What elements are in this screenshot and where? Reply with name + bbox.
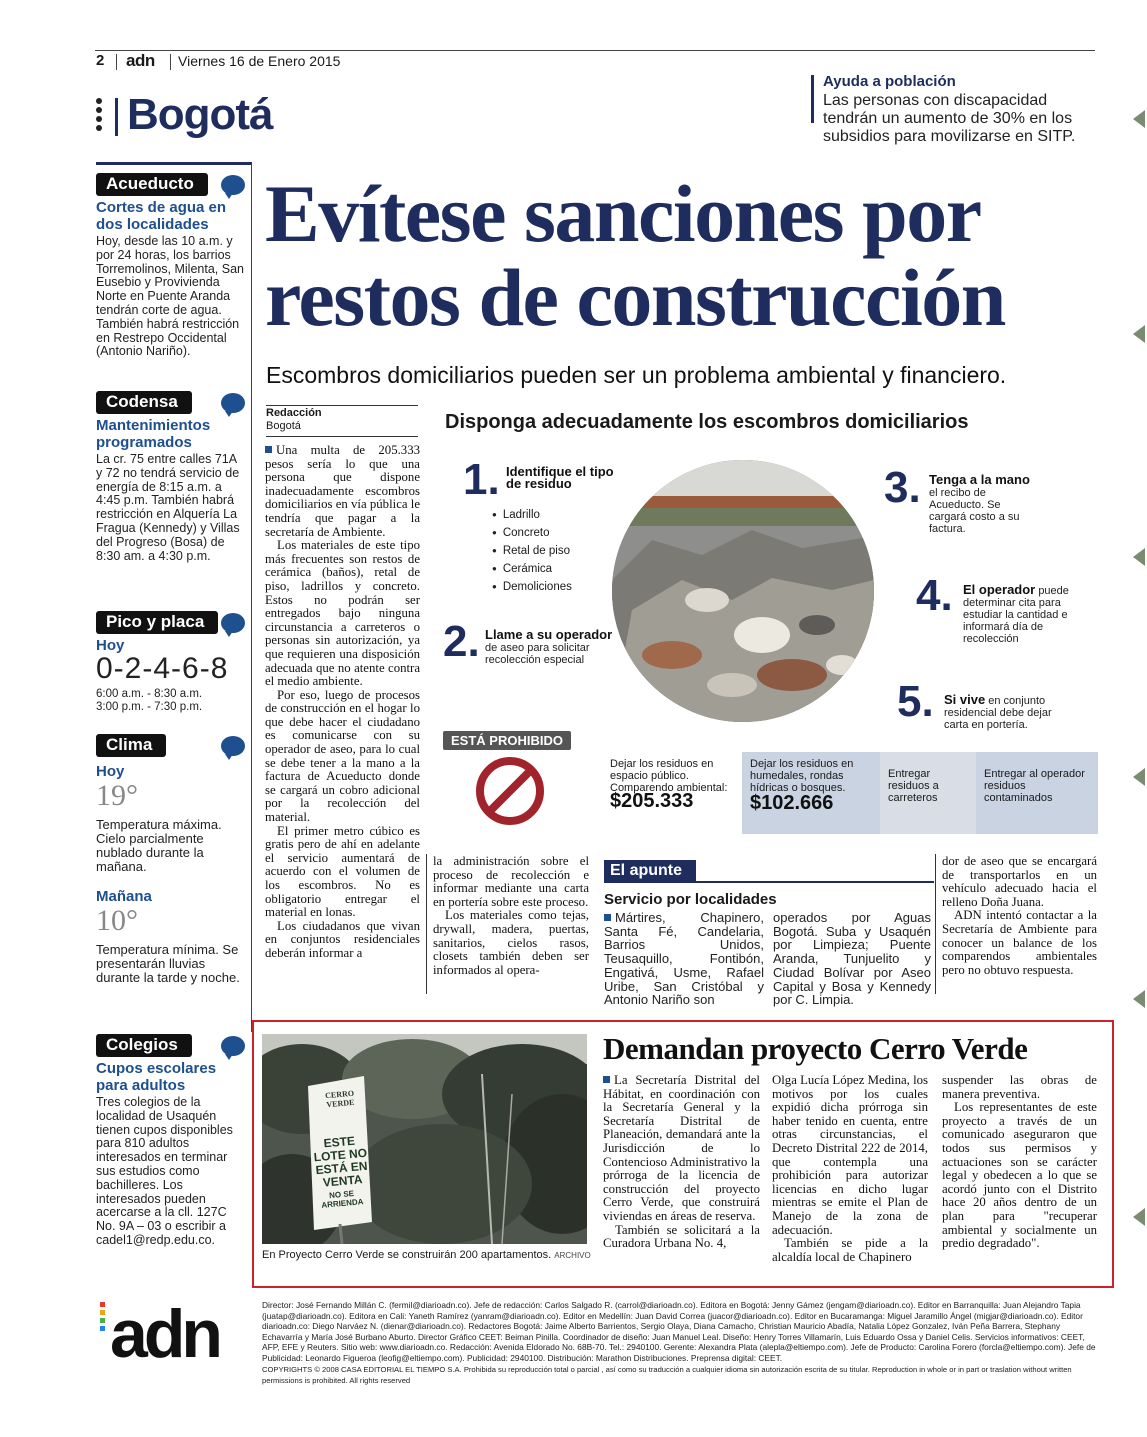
material-item: ● Concreto — [492, 524, 572, 542]
bullet-square-icon — [603, 1076, 610, 1083]
paragraph: la administración sobre el proceso de recolección e informar mediante una carta en portería sobre este proceso. — [433, 854, 589, 909]
fine-text: Entregar residuos a carreteros — [888, 768, 939, 804]
main-headline — [265, 168, 1105, 343]
paragraph: Los ciudadanos que vivan en conjuntos residenciales deberán informar a — [265, 918, 420, 960]
step-text: en conjunto residencial debe dejar carta en portería. — [944, 695, 1052, 731]
step-2 — [485, 629, 615, 666]
sidebar-codensa — [96, 391, 246, 563]
column-rule — [426, 854, 427, 994]
sidebar-label: Pico y placa — [96, 611, 218, 634]
binder-notch — [1133, 110, 1145, 128]
fine-box-3 — [880, 752, 976, 834]
step-number: 3. — [884, 463, 921, 512]
step-number: 1. — [463, 455, 500, 504]
byline-name: Redacción — [266, 407, 322, 419]
pico-hours-2: 3:00 p.m. - 7:30 p.m. — [96, 701, 203, 713]
sidebar-heading: Mantenimientos programados — [96, 417, 211, 451]
main-column-1 — [265, 444, 420, 961]
speech-bubble-icon — [221, 1036, 245, 1056]
pico-hours-1: 6:00 a.m. - 8:30 a.m. — [96, 688, 203, 700]
plate-numbers: 0-2-4-6-8 — [96, 652, 229, 685]
header-separator — [170, 54, 171, 70]
boxed-column-2 — [772, 1074, 928, 1264]
paragraph: La Secretaría Distrital del Hábitat, en coordinación con la Secretaría General y la Secretaría Distrital de Planeación, demandará ante la Jurisdicción de lo Contencioso Administrativo la prórroga de la licencia de construcción del proyecto Cerro Verde, que construirá viviendas en áreas de reserva. — [603, 1073, 760, 1223]
footer-logo: adn — [110, 1296, 219, 1372]
fine-box-2 — [742, 752, 880, 834]
teaser-title: Ayuda a población — [823, 73, 956, 90]
teaser-text: Las personas con discapacidad tendrán un aumento de 30% en los subsidios para movilizarse en SITP. — [823, 92, 1076, 145]
apunte-column-a — [604, 911, 764, 1007]
binder-notch — [1133, 325, 1145, 343]
page-number: 2 — [96, 52, 105, 69]
header-rule — [95, 50, 1095, 51]
fine-text: Dejar los residuos en humedales, rondas hídricas o bosques. — [750, 758, 854, 794]
step-number: 4. — [916, 571, 953, 620]
binder-notch — [1133, 1208, 1145, 1226]
brand-logo-small: adn — [126, 51, 155, 70]
header-separator — [116, 54, 117, 70]
step-3 — [929, 474, 1039, 535]
credits-text: Director: José Fernando Millán C. (fermil@diarioadn.co). Jefe de redacción: Carlos Salgado R. (carrol@diarioadn.co). Editora en Bogotá: Jenny Gámez (jengam@diarioadn.co). Editor en Barranquilla: Juan Alejandro Tapia (juatap@diarioadn.co). Editora en Cali: Yaneth Ramírez (yanram@diarioadn.co). Editor en Medellín: Juan David Correa (juacor@diarioadn.co). Editor en Bucaramanga: Miguel Jaramillo Ángel (migjar@diarioadn.co). Editor diarioadn.co: Diego Narváez N. (dienar@diarioadn.co). Redactores Bogotá: Jaime Alberto Barrientos, Sergio Olaya, Diana Camacho, Christian Mauricio Abadía, Natalia López Gonzalez, Iván Peña Barrera, Stephany Echavarría y María José Burbano Aburto. Director Gráfico CEET: Beiman Pinilla. Coordinador de diseño: Juan Manuel Leal. Diseño: Henry Torres Villamarín, Luis Eduardo Ossa y Daniel Celis. Servicios informativos: CEET, AFP, EFE y Reuters. Sitio web: www.diarioadn.co. Redacción: Avenida Eldorado No. 68B-70. Tel.: 2940100. Gerente: Alexandra Plata (alepla@eltiempo.com). Jefe de Producto: Carolina Forero (forcla@eltiempo.com). Jefe de Publicidad: Leonardo Figueroa (leofig@eltiempo.com). Publicidad: 2940100. Distribución: Marathon Distribuciones. Preprensa digital: CEET. — [262, 1300, 1096, 1363]
materials-list — [492, 506, 572, 596]
sidebar-pico-placa — [96, 611, 246, 714]
sidebar-label: Clima — [96, 734, 166, 757]
byline — [266, 407, 322, 433]
step-4 — [963, 584, 1078, 645]
caption-text: En Proyecto Cerro Verde se construirán 200 apartamentos. — [262, 1249, 552, 1261]
speech-bubble-icon — [221, 736, 245, 756]
apunte-heading: Servicio por localidades — [604, 891, 777, 908]
speech-bubble-icon — [221, 393, 245, 413]
step-text: puede determinar cita para estudiar la cantidad e informará día de recolección — [963, 585, 1069, 645]
main-dek: Escombros domiciliarios pueden ser un problema ambiental y financiero. — [266, 362, 1007, 388]
step-text: de aseo para solicitar recolección especial — [485, 642, 590, 666]
paragraph: También se solicitará a la Curadora Urbana No. 4, — [603, 1222, 760, 1251]
sign-brand: CERRO VERDE — [324, 1088, 355, 1110]
step-title: Tenga a la mano — [929, 472, 1030, 487]
fine-amount: $102.666 — [750, 792, 834, 814]
sidebar-text: Hoy, desde las 10 a.m. y por 24 horas, los barrios Torremolinos, Milenta, San Eusebio y Provivienda Norte en Puente Aranda tendrán corte de agua. También habrá restricción en Restrepo Occidental (Antonio Nariño). — [96, 234, 244, 359]
weather-tomorrow-temp: 10° — [96, 904, 138, 937]
footer-credits — [262, 1300, 1102, 1386]
sign-subtext: NO SE ARRIENDA — [320, 1188, 364, 1210]
section-bar — [115, 98, 118, 136]
binder-notch — [1133, 548, 1145, 566]
infographic-title: Disponga adecuadamente los escombros domiciliarios — [445, 411, 969, 433]
paragraph: Mártires, Chapinero, Santa Fé, Candelaria, Barrios Unidos, Teusaquillo, Fontibón, Engativá, Usme, Rafael Uribe, San Cristóbal y Antonio Nariño son — [604, 910, 764, 1008]
paragraph: suspender las obras de manera preventiva. — [942, 1073, 1097, 1101]
rubble-photo — [612, 460, 874, 722]
rubble-photo-illustration — [612, 460, 874, 722]
sidebar-label: Codensa — [96, 391, 192, 414]
material-item: ● Ladrillo — [492, 506, 572, 524]
photo-caption — [262, 1249, 591, 1261]
prohibited-label: ESTÁ PROHIBIDO — [443, 731, 571, 750]
material-item: ● Demoliciones — [492, 578, 572, 596]
material-item: ● Cerámica — [492, 560, 572, 578]
issue-date: Viernes 16 de Enero 2015 — [178, 53, 341, 69]
material-item: ● Retal de piso — [492, 542, 572, 560]
paragraph: Una multa de 205.333 pesos sería lo que una persona que dispone inadecuadamente escombros domiciliarios en vía pública le tendría que pagar a la secretaría de Ambiente. — [265, 443, 420, 539]
step-5 — [944, 694, 1059, 731]
step-number: 2. — [443, 617, 480, 666]
paragraph: El primer metro cúbico es gratis pero de ahí en adelante el servicio aumentará de acuerdo con el volumen de los escombros. No es obligatorio entregar el material en lonas. — [265, 823, 420, 920]
sidebar-acueducto — [96, 173, 246, 359]
weather-tomorrow-text: Temperatura mínima. Se presentarán lluvias durante la tarde y noche. — [96, 942, 240, 985]
paragraph: Los representantes de este proyecto a través de un comunicado aseguraron que todos sus permisos y actuaciones son se carácter legal y obedecen a lo que se acordó junto con el Distrito hace 20 años dentro de un plan para "recuperar ambiental y socialmente un predio degradado". — [942, 1100, 1097, 1251]
prohibited-sign-icon — [474, 755, 546, 827]
step-number: 5. — [897, 677, 934, 726]
binder-notch — [1133, 768, 1145, 786]
column-rule — [935, 854, 936, 994]
sidebar-label: Colegios — [96, 1034, 192, 1057]
headline-line-2: restos de construcción — [265, 252, 1005, 343]
paragraph: Los materiales como tejas, drywall, madera, puertas, sanitarios, cielos rasos, closets también deben ser informados al opera- — [433, 908, 589, 977]
logo-dots-icon — [100, 1302, 106, 1334]
sign-text: ESTE LOTE NO ESTÁ EN VENTA — [313, 1133, 369, 1190]
boxed-column-1 — [603, 1074, 760, 1251]
byline-city: Bogotá — [266, 420, 301, 432]
byline-rule — [266, 405, 418, 406]
paragraph: También se pide a la alcaldía local de Chapinero — [772, 1236, 928, 1264]
apunte-column-b: operados por Aguas Bogotá. Suba y Usaquén por Limpieza; Puente Aranda, Tunjuelito y Ciudad Bolívar por Aseo Capital y Bosa y Kennedy por C. Limpia. — [773, 910, 931, 1008]
sidebar-text: La cr. 75 entre calles 71A y 72 no tendrá servicio de energía de 8:15 a.m. a 4:45 p.m. También habrá restricción en Alquería La Fragua (Kennedy) y Villas del Progreso (Bosa) de 8:30 am. a 4:30 p.m. — [96, 452, 240, 563]
boxed-column-3 — [942, 1074, 1097, 1251]
step-title: Identifique el tipo de residuo — [506, 464, 614, 491]
speech-bubble-icon — [221, 175, 245, 195]
apunte-label: El apunte — [604, 860, 696, 882]
photo-credit: ARCHIVO — [554, 1251, 591, 1260]
weather-tomorrow-label: Mañana — [96, 888, 152, 905]
main-column-5 — [942, 855, 1097, 977]
fine-text: Entregar al operador residuos contaminados — [984, 768, 1085, 804]
paragraph: dor de aseo que se encargará de transportarlos en un vehículo adecuado hacia el relleno Doña Juana. — [942, 854, 1097, 909]
fine-text: Dejar los residuos en espacio público. Comparendo ambiental: — [610, 758, 728, 794]
sidebar-heading: Cortes de agua en dos localidades — [96, 199, 227, 233]
sidebar-colegios — [96, 1034, 246, 1248]
paragraph: Olga Lucía López Medina, los motivos por los cuales expidió dicha prórroga sin haber tenido en cuenta, entre otras circunstancias, el Decreto Distrital 222 de 2014, que contempla una prohibición para autorizar licencias en dicho lugar mientras se emite el Plan de Manejo de la zona de adecuación. — [772, 1073, 928, 1237]
headline-line-1: Evítese sanciones por — [265, 168, 981, 259]
paragraph: Los materiales de este tipo más frecuentes son restos de cerámica (baños), retal de piso, ladrillos y concreto. Estos no podrán ser entregados bajo ninguna circunstancia a carreteros o personas sin autorización, ya que requieren una disposición adecuada que no atente contra el medio ambiente. — [265, 538, 420, 689]
boxed-headline: Demandan proyecto Cerro Verde — [603, 1031, 1028, 1066]
sidebar-label: Acueducto — [96, 173, 208, 196]
paragraph: ADN intentó contactar a la Secretaría de Ambiente para conocer un balance de los comparendos ambientales pero no obtuvo respuesta. — [942, 908, 1097, 977]
fine-amount: $205.333 — [610, 790, 694, 812]
section-dots-icon — [96, 98, 104, 134]
step-title: Si vive — [944, 692, 986, 707]
bullet-square-icon — [265, 446, 272, 453]
speech-bubble-icon — [221, 613, 245, 633]
cerro-verde-photo — [262, 1034, 587, 1244]
weather-today-temp: 19° — [96, 779, 138, 812]
step-title: El operador — [963, 582, 1036, 597]
binder-notch — [1133, 990, 1145, 1008]
sidebar-clima — [96, 734, 246, 985]
apunte-rule — [604, 881, 934, 883]
weather-today-label: Hoy — [96, 763, 125, 780]
section-title: Bogotá — [127, 90, 273, 139]
step-title: Llame a su operador — [485, 627, 613, 642]
fine-box-4 — [976, 752, 1098, 834]
weather-today-text: Temperatura máxima. Cielo parcialmente nublado durante la mañana. — [96, 817, 222, 874]
bullet-square-icon — [604, 914, 611, 921]
paragraph: Por eso, luego de procesos de construcción en el hogar lo que debe hacer el ciudadano es comunicarse con su operador de aseo, para lo cual se debe tener a la mano a la factura de Acueducto donde se cargará un cobro adicional por la recolección del material. — [265, 687, 420, 825]
sidebar-heading: Cupos escolares para adultos — [96, 1060, 217, 1094]
main-column-2 — [433, 855, 589, 977]
teaser-bar — [811, 75, 814, 123]
step-text: el recibo de Acueducto. Se cargará costo a su factura. — [929, 487, 1020, 535]
sidebar-heading: Hoy — [96, 637, 125, 654]
copyright-text: COPYRIGHTS © 2008 CASA EDITORIAL EL TIEMPO S.A. Prohibida su reproducción total o parcial , así como su traducción a cualquier idioma sin autorización escrita de su titular. Reproduction in whole or in part or traslation without written permissions is prohibited. All rights reserved — [262, 1365, 1072, 1385]
sidebar-text: Tres colegios de la localidad de Usaquén tienen cupos disponibles para 810 adultos interesados en terminar sus estudios como bachilleres. Los interesados pueden acercarse a la cll. 127C No. 9A – 03 o escribir a cadel1@redp.edu.co. — [96, 1095, 233, 1247]
step-1 — [489, 466, 629, 490]
byline-rule — [266, 436, 418, 437]
fine-box-1 — [602, 752, 742, 834]
